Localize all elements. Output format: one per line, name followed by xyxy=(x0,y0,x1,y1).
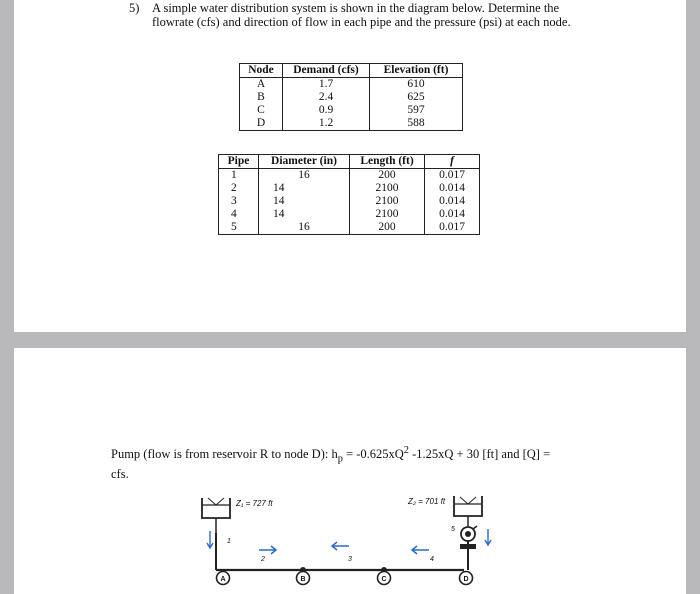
reservoir-right xyxy=(454,496,482,526)
page-1 xyxy=(14,0,686,332)
pipe-friction: 0.017 xyxy=(425,221,480,235)
node-b-label: B xyxy=(300,576,306,583)
problem-number: 5) xyxy=(129,1,140,15)
pump-icon xyxy=(460,526,477,570)
table-row xyxy=(219,221,480,235)
pump-squared: 2 xyxy=(403,445,409,456)
pipe-label-1: 1 xyxy=(227,538,231,545)
network-diagram xyxy=(14,348,686,594)
table-row xyxy=(219,182,480,195)
header-diameter: Diameter (in) xyxy=(259,155,350,169)
page-2 xyxy=(14,348,686,594)
pipe-diameter: 16 xyxy=(259,221,350,235)
pipe-label-3: 3 xyxy=(348,556,352,563)
pipe-id: 2 xyxy=(219,182,259,195)
node-demand: 1.7 xyxy=(283,78,370,92)
node-id: D xyxy=(240,117,283,131)
pipe-label-4: 4 xyxy=(430,556,434,563)
pipe-length: 2100 xyxy=(350,208,425,221)
header-friction: f xyxy=(425,155,480,169)
pump-tail: -1.25xQ + 30 [ft] and [Q] = xyxy=(408,447,551,462)
pipe-length: 2100 xyxy=(350,195,425,208)
pipe-length: 200 xyxy=(350,221,425,235)
pipe-label-2: 2 xyxy=(261,556,265,563)
pipe-length: 200 xyxy=(350,169,425,183)
table-row xyxy=(240,91,463,104)
header-length: Length (ft) xyxy=(350,155,425,169)
pump-mid: = -0.625xQ xyxy=(342,447,404,462)
node-b xyxy=(297,572,310,585)
reservoir-right-label: Z₂ = 701 ft xyxy=(408,497,446,506)
problem-text: A simple water distribution system is shown in the diagram below. Determine the flowrate (cfs) and direction of flow in each pipe and the pressure (psi) at each node. xyxy=(152,1,571,29)
node-elevation: 625 xyxy=(370,91,463,104)
node-id: C xyxy=(240,104,283,117)
table-row xyxy=(240,78,463,92)
node-id: B xyxy=(240,91,283,104)
pipe-friction: 0.014 xyxy=(425,182,480,195)
arrow-left-icon xyxy=(332,542,349,550)
pump-hp-subscript: p xyxy=(337,453,343,465)
arrow-left-icon xyxy=(412,546,429,554)
header-elevation: Elevation (ft) xyxy=(370,64,463,78)
table-row xyxy=(219,208,480,221)
pipe-id: 3 xyxy=(219,195,259,208)
node-c-label: C xyxy=(381,576,387,583)
pump-line2: cfs. xyxy=(111,466,129,481)
header-pipe: Pipe xyxy=(219,155,259,169)
reservoir-left-label: Z₁ = 727 ft xyxy=(236,499,273,508)
pipe-diameter: 14 xyxy=(259,182,350,195)
node-a-label: A xyxy=(220,576,226,583)
pipe-table-header xyxy=(219,155,480,169)
pipe-id: 5 xyxy=(219,221,259,235)
table-row xyxy=(219,169,480,183)
node-d-label: D xyxy=(463,576,469,583)
table-row xyxy=(240,117,463,131)
pipe-friction: 0.017 xyxy=(425,169,480,183)
arrow-down-right xyxy=(485,529,491,545)
node-id: A xyxy=(240,78,283,92)
node-demand: 2.4 xyxy=(283,91,370,104)
node-c xyxy=(378,572,391,585)
arrow-right-icon xyxy=(259,546,276,554)
pipe-label-5: 5 xyxy=(451,526,455,533)
pipe-length: 2100 xyxy=(350,182,425,195)
node-elevation: 597 xyxy=(370,104,463,117)
pipe-diameter: 16 xyxy=(259,169,350,183)
pipe-diameter: 14 xyxy=(259,195,350,208)
node-table xyxy=(239,63,463,131)
pipe-table xyxy=(218,154,480,235)
pipe-diameter: 14 xyxy=(259,208,350,221)
node-a xyxy=(217,572,230,585)
header-node: Node xyxy=(240,64,283,78)
pump-lead: Pump (flow is from reservoir R to node D): h xyxy=(111,447,338,462)
node-demand: 1.2 xyxy=(283,117,370,131)
node-elevation: 610 xyxy=(370,78,463,92)
node-elevation: 588 xyxy=(370,117,463,131)
pipe-id: 1 xyxy=(219,169,259,183)
pipe-friction: 0.014 xyxy=(425,208,480,221)
node-demand: 0.9 xyxy=(283,104,370,117)
header-demand: Demand (cfs) xyxy=(283,64,370,78)
table-row xyxy=(240,104,463,117)
pipe-id: 4 xyxy=(219,208,259,221)
node-d xyxy=(460,572,473,585)
pipe-friction: 0.014 xyxy=(425,195,480,208)
arrow-down-left xyxy=(207,531,213,548)
node-table-header xyxy=(240,64,463,78)
table-row xyxy=(219,195,480,208)
reservoir-left xyxy=(202,498,230,533)
